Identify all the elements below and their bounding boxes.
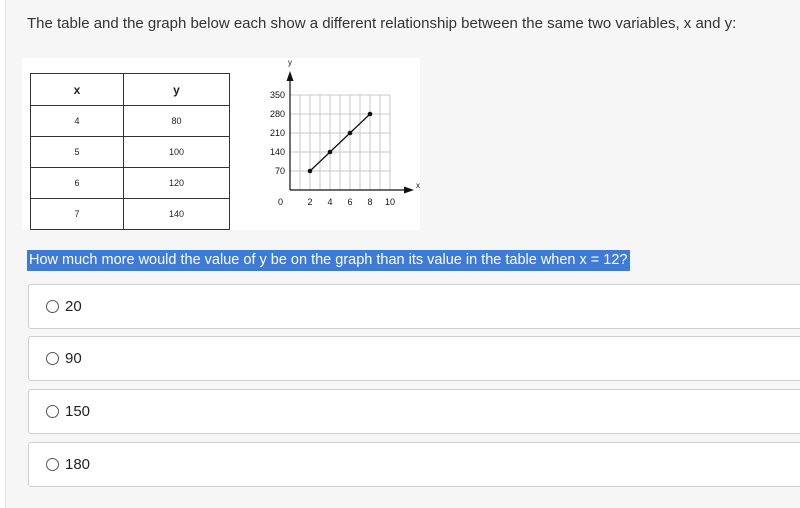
y-tick-label: 210 [269, 128, 285, 138]
y-tick-label: 140 [269, 147, 285, 157]
x-tick-label: 2 [307, 197, 313, 207]
table-row [31, 168, 230, 199]
table-cell-y: 120 [124, 168, 230, 199]
answer-option-label: 180 [65, 456, 91, 473]
x-axis-label: x [416, 181, 420, 190]
y-tick-label: 70 [274, 166, 285, 176]
table-cell-x: 4 [31, 106, 124, 137]
radio-button-icon[interactable] [46, 352, 59, 365]
data-point [328, 150, 333, 155]
question-prompt: The table and the graph below each show a different relationship between the same two variables, x and y: [27, 15, 737, 32]
table-header-row [31, 74, 230, 106]
line-graph [255, 55, 425, 215]
x-tick-label: 10 [384, 197, 396, 207]
answer-option-4[interactable] [28, 442, 800, 487]
answer-option-2[interactable] [28, 336, 800, 381]
column-header-x: x [31, 74, 124, 106]
table-cell-x: 7 [31, 199, 124, 230]
question-text: How much more would the value of y be on the graph than its value in the table when x = 12? [27, 250, 630, 271]
table-cell-x: 6 [31, 168, 124, 199]
radio-button-icon[interactable] [46, 300, 59, 313]
table-row [31, 106, 230, 137]
answer-option-label: 20 [65, 298, 82, 315]
radio-button-icon[interactable] [46, 405, 59, 418]
answer-option-label: 150 [65, 403, 91, 420]
y-axis-label: y [288, 58, 292, 67]
table-row [31, 199, 230, 230]
answer-option-label: 90 [65, 350, 82, 367]
table-cell-y: 140 [124, 199, 230, 230]
table-cell-y: 80 [124, 106, 230, 137]
radio-button-icon[interactable] [46, 458, 59, 471]
y-axis-arrow-icon [287, 71, 294, 81]
table-cell-y: 100 [124, 137, 230, 168]
data-point [308, 169, 313, 174]
table-cell-x: 5 [31, 137, 124, 168]
y-tick-label: 280 [269, 109, 285, 119]
y-tick-label: 350 [269, 90, 285, 100]
x-axis-arrow-icon [404, 187, 414, 194]
x-tick-label: 6 [347, 197, 353, 207]
answer-option-1[interactable] [28, 284, 800, 329]
data-point [368, 112, 373, 117]
table-row [31, 137, 230, 168]
x-tick-label: 4 [327, 197, 333, 207]
origin-label: 0 [278, 197, 284, 207]
data-point [348, 131, 353, 136]
column-header-y: y [124, 74, 230, 106]
data-table [30, 73, 230, 230]
answer-option-3[interactable] [28, 389, 800, 434]
x-tick-label: 8 [367, 197, 373, 207]
